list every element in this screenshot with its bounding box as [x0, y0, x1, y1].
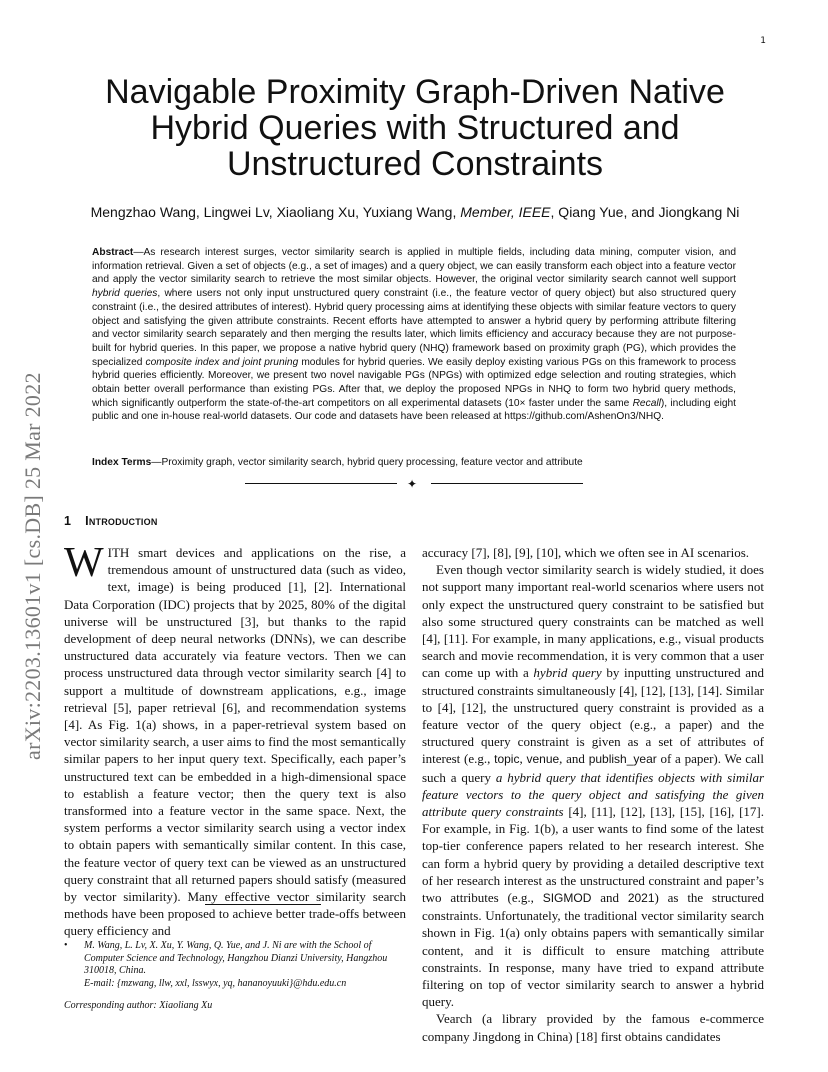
paragraph-text: ) as the structured constraints. Unfortunately, the traditional vector similarity search shown in Fig. 1(a) only obtains papers with semantically similar content, and it is difficult to ensure matching attribute constraints. In response, many have tried to expand attribute filtering on top of vector similarity search to answer a hybrid query.: [422, 890, 765, 1010]
abstract-emphasis: composite index and joint pruning: [145, 356, 299, 368]
right-column: [422, 544, 764, 1045]
author-names: Mengzhao Wang, Lingwei Lv, Xiaoliang Xu, Yuxiang Wang,: [90, 204, 457, 220]
abstract-text: modules for hybrid queries. We easily deploy existing various PGs on this framework to process hybrid queries efficiently. Moreover, we present two novel navigable PGs (NPGs) with optimized edge selection and routing strategies, which obtain better overall performance than existing PGs. After that, we deploy the proposed NPGs in NHQ to form two hybrid query methods, which significantly outperform the state-of-the-art competitors on all experimental datasets (10× faster under the same: [92, 356, 736, 409]
section-title: Introduction: [85, 514, 158, 528]
attribute-value: 2021: [627, 891, 655, 906]
footnote-email: E-mail: {mzwang, llw, xxl, lsswyx, yq, hananoyuuki}@hdu.edu.cn: [84, 977, 347, 989]
paragraph-text: ,: [519, 751, 523, 767]
attribute-value: SIGMOD: [542, 891, 592, 906]
paragraph-text: [4], [11], [12], [13], [15], [16], [17]. For example, in Fig. 1(b), a user wants to find some of the latest top-tier conference papers related to her research interest. She can form a hybrid query by providing a detailed descriptive text of her research interest as the unstructured constraint and paper’s two attributes (e.g.,: [422, 804, 764, 906]
page-number: 1: [760, 36, 766, 46]
abstract-text: ), including eight public and one in-house real-world datasets. Our code and datasets have been released at https://github.com/AshenOn3/NHQ.: [92, 397, 736, 423]
divider-ornament: ✦: [407, 477, 418, 491]
definition-text: a hybrid query that identifies objects with similar feature vectors to the query object and satisfying the given attribute query constraints: [422, 769, 765, 820]
paragraph-text: and: [600, 890, 619, 906]
abstract-emphasis: hybrid queries: [92, 288, 158, 300]
index-terms-text: —Proximity graph, vector similarity search, hybrid query processing, feature vector and attribute: [151, 457, 583, 468]
section-heading: [64, 514, 158, 528]
abstract-text: , where users not only input unstructured query constraint (i.e., the feature vector of query object) but also structured query constraint (i.e., the desired attributes of interest). Hybrid query processing aims at identifying these objects with similar feature vectors to query object and satisfying the given attribute constraints. Recent efforts have attempted to answer a hybrid query by performing attribute filtering and vector similarity search separately and then merging the results later, which limits efficiency and accuracy because they are not purpose-built for hybrid queries. In this paper, we propose a native hybrid query (NHQ) framework based on proximity graph (PG), which provides the specialized: [92, 288, 736, 368]
paragraph-text: of a paper). We call such a query: [422, 751, 765, 785]
footnote-rule: [205, 904, 321, 905]
paragraph: [64, 540, 406, 940]
author-membership: Member, IEEE: [460, 204, 551, 220]
attribute-name: venue: [526, 752, 560, 767]
emphasis-term: hybrid query: [533, 665, 602, 681]
attribute-name: topic: [494, 752, 520, 767]
paragraph-text: smart devices and applications on the rise, a tremendous amount of unstructured data (such as video, text, image) is being produced [1], [2]. International Data Corporation (IDC) projects that by 2025, 80% of the digital universe will be unstructured [3], but thanks to the rapid development of deep neural networks (DNNs), we can describe unstructured data accurately via feature vectors. Then we can process unstructured data through vector similarity search [4] to support a multitude of downstream applications, e.g., image retrieval [5], paper retrieval [6], and recommendation systems [4]. As Fig. 1(a) shows, in a paper-retrieval system based on vector similarity search, a user aims to find the most semantically similar papers to her input query text. Specifically, each paper’s unstructured text can be embedded in a high-dimensional space to establish a feature vector; then the query text is also transformed into a feature vector in the same space. Next, the system performs a vector similarity search using a vector index to obtain papers with semantically similar content. In this case, the feature vector of query text can be viewed as an unstructured query constraint that all returned papers should satisfy (measured by vector similarity). Many effective vector similarity search methods have been proposed to achieve better trade-offs between query efficiency and: [64, 545, 406, 939]
affiliation-footnote: [64, 940, 406, 990]
section-divider-left: [245, 483, 397, 484]
section-number: 1: [64, 514, 72, 528]
paragraph: [422, 561, 764, 1010]
corresponding-author: Corresponding author: Xiaoliang Xu: [64, 1000, 213, 1011]
abstract-text: —As research interest surges, vector similarity search is applied in multiple fields, including data mining, computer vision, and information retrieval. Given a set of objects (e.g., a set of images) and a query object, we can easily transform each object into a feature vector and apply the vector similarity search to retrieve the most similar objects. However, the original vector similarity search cannot well support: [92, 247, 736, 286]
arxiv-identifier: arXiv:2203.13601v1 [cs.DB] 25 Mar 2022: [20, 372, 45, 760]
author-list: [40, 204, 790, 220]
left-column: [64, 540, 406, 940]
paper-title: Navigable Proximity Graph-Driven Native Hybrid Queries with Structured and Unstructured Constraints: [105, 73, 725, 183]
drop-cap: W: [64, 540, 104, 586]
paragraph-text: , and: [559, 751, 585, 767]
abstract-emphasis: Recall: [632, 397, 661, 409]
footnote-affiliation: M. Wang, L. Lv, X. Xu, Y. Wang, Q. Yue, and J. Ni are with the School of Computer Science and Technology, Hangzhou Dianzi University, Hangzhou 310018, China.: [84, 940, 388, 977]
paragraph: Vearch (a library provided by the famous e-commerce company Jingdong in China) [18] first obtains candidates: [422, 1011, 764, 1044]
author-names-rest: , Qiang Yue, and Jiongkang Ni: [550, 204, 740, 220]
index-terms-label: Index Terms: [92, 457, 152, 468]
section-divider-right: [431, 483, 583, 484]
paragraph: accuracy [7], [8], [9], [10], which we often see in AI scenarios.: [422, 545, 750, 560]
arxiv-side-stamp: [20, 290, 50, 760]
footnote-bullet: •: [64, 940, 68, 951]
abstract-label: Abstract: [92, 247, 134, 258]
attribute-name: publish_year: [588, 752, 657, 767]
paragraph-text: Even though vector similarity search is widely studied, it does not support many important real-world scenarios where users not only expect the unstructured query constraint to be satisfied but also some structured query constraints can be matched as well [4], [11]. For example, in many applications, e.g., visual products search and movie recommendation, it is very common that a user can come up with a: [422, 562, 764, 681]
lead-word: ITH: [107, 545, 130, 560]
paragraph-text: by inputting unstructured and structured constraints simultaneously [4], [12], [13], [14]. Similar to [4], [12], the unstructured query constraint is provided as a feature vector of the query object (e.g., a paper) and the structured query constraint is given as a set of attributes of interest (e.g.,: [422, 665, 765, 767]
index-terms: [92, 456, 736, 470]
abstract: [92, 246, 736, 424]
